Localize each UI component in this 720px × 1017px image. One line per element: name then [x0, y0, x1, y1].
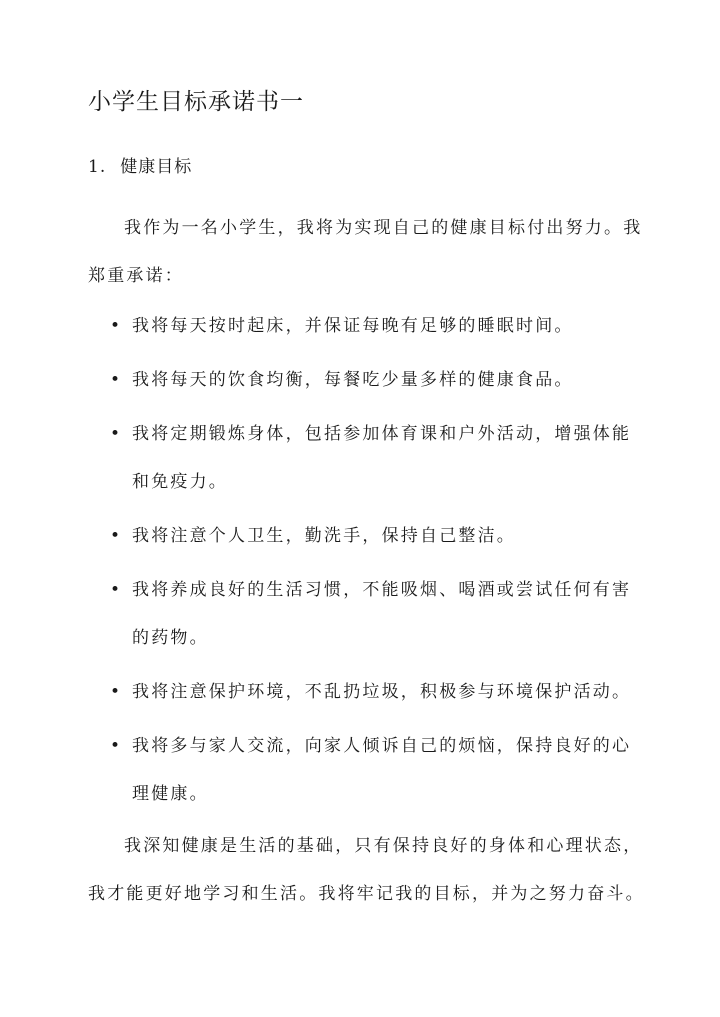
bullet-icon: • [110, 370, 123, 390]
closing-line-1: 我深知健康是生活的基础，只有保持良好的身体和心理状态， [124, 836, 643, 856]
list-item-text: 我将多与家人交流，向家人倾诉自己的烦恼，保持良好的心 [132, 736, 632, 756]
closing-line-2: 我才能更好地学习和生活。我将牢记我的目标，并为之努力奋斗。 [88, 884, 645, 904]
bullet-icon: • [110, 526, 123, 546]
intro-line-1: 我作为一名小学生，我将为实现自己的健康目标付出努力。我 [124, 218, 643, 238]
list-item-text: 我将养成良好的生活习惯，不能吸烟、喝酒或尝试任何有害 [132, 580, 632, 600]
list-item [88, 668, 648, 716]
bullet-icon: • [110, 682, 123, 702]
bullet-icon: • [110, 736, 123, 756]
list-item [88, 722, 648, 818]
list-item-text-cont: 和免疫力。 [132, 472, 228, 492]
list-item-text: 我将定期锻炼身体，包括参加体育课和户外活动，增强体能 [132, 424, 632, 444]
list-item-text: 我将每天的饮食均衡，每餐吃少量多样的健康食品。 [132, 370, 574, 390]
list-item-text-cont: 理健康。 [132, 784, 209, 804]
section-heading-text: 健康目标 [120, 157, 193, 177]
section-heading [88, 153, 192, 181]
list-item-text: 我将每天按时起床，并保证每晚有足够的睡眠时间。 [132, 316, 574, 336]
intro-paragraph [88, 204, 643, 300]
intro-line-2: 郑重承诺： [88, 266, 184, 286]
document-title: 小学生目标承诺书一 [88, 89, 304, 115]
list-item [88, 356, 648, 404]
pledge-list [88, 302, 648, 818]
bullet-icon: • [110, 316, 123, 336]
list-item-text: 我将注意个人卫生，勤洗手，保持自己整洁。 [132, 526, 516, 546]
bullet-icon: • [110, 580, 123, 600]
list-item-text: 我将注意保护环境，不乱扔垃圾，积极参与环境保护活动。 [132, 682, 632, 702]
list-item [88, 302, 648, 350]
list-item-text-cont: 的药物。 [132, 628, 209, 648]
section-number: 1. [88, 157, 107, 177]
closing-paragraph [88, 822, 645, 918]
list-item [88, 410, 648, 506]
list-item [88, 566, 648, 662]
list-item [88, 512, 648, 560]
bullet-icon: • [110, 424, 123, 444]
